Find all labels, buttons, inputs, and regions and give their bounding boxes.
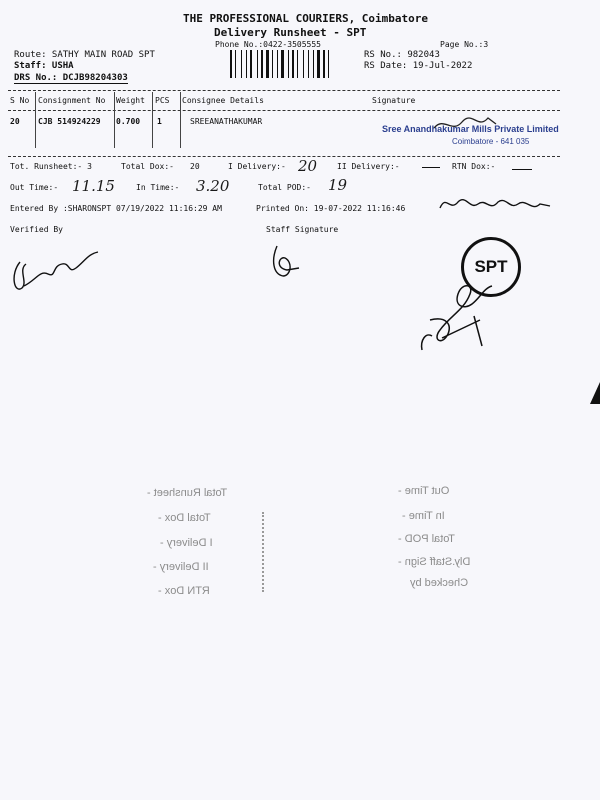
total-dox-value: 20 (190, 162, 200, 171)
company-stamp-city: Coimbatore - 641 035 (452, 137, 530, 146)
verified-by-label: Verified By (10, 225, 63, 234)
reverse-i-delivery: I Delivery - (160, 537, 213, 549)
reverse-out-time: Out Time - (398, 485, 450, 497)
barcode (230, 50, 348, 78)
table-bottom-rule (8, 156, 560, 157)
document-title: Delivery Runsheet - SPT (214, 26, 367, 39)
rtn-dox-dash (512, 169, 532, 170)
drs-number: DRS No.: DCJB98204303 (14, 73, 128, 83)
col-weight: Weight (116, 96, 145, 105)
ii-delivery-label: II Delivery:- (337, 162, 400, 171)
reverse-ii-delivery: II Delivery - (153, 561, 209, 573)
entered-by: Entered By :SHARONSPT 07/19/2022 11:16:29 AM (10, 204, 222, 213)
reverse-in-time: In Time - (402, 510, 445, 522)
staff-signature (265, 240, 305, 282)
margin-mark (590, 382, 600, 404)
reverse-stamp-divider (262, 512, 264, 592)
reverse-total-pod: Total POD - (398, 533, 455, 545)
row-pcs: 1 (157, 117, 162, 126)
verified-signature (6, 240, 106, 302)
row-consignment: CJB 514924229 (38, 117, 101, 126)
rtn-dox-label: RTN Dox:- (452, 162, 496, 171)
col-divider (35, 92, 36, 148)
spt-stamp-badge: SPT (461, 237, 521, 297)
reverse-total-dox: Total Dox - (158, 512, 211, 524)
phone-number: Phone No.:0422-3505555 (215, 40, 321, 49)
row-weight: 0.700 (116, 117, 141, 126)
reverse-staff-sign: Dly.Staff Sign - (398, 556, 471, 568)
col-divider (152, 92, 153, 148)
col-signature: Signature (372, 96, 416, 105)
row-sno: 20 (10, 117, 20, 126)
row-consignee: SREEANATHAKUMAR (190, 117, 263, 126)
page-number: Page No.:3 (440, 40, 489, 49)
col-consignment: Consignment No (38, 96, 106, 105)
out-time-label: Out Time:- (10, 183, 59, 192)
reverse-total-runsheet: Total Runsheet - (147, 487, 228, 499)
total-pod-handwritten: 19 (328, 176, 348, 194)
total-dox-label: Total Dox:- (121, 162, 174, 171)
staff-name: Staff: USHA (14, 61, 74, 71)
reverse-checked-by: Checked by (410, 577, 469, 589)
col-divider (114, 92, 115, 148)
receiver-signature (412, 276, 508, 360)
route: Route: SATHY MAIN ROAD SPT (14, 50, 155, 60)
col-consignee: Consignee Details (182, 96, 264, 105)
company-title: THE PROFESSIONAL COURIERS, Coimbatore (183, 12, 429, 25)
total-pod-label: Total POD:- (258, 183, 311, 192)
i-delivery-handwritten: 20 (298, 157, 318, 175)
col-divider (180, 92, 181, 148)
tot-runsheet: Tot. Runsheet:- 3 (10, 162, 92, 171)
handwritten-tamil-note (436, 190, 556, 218)
staff-signature-label: Staff Signature (266, 225, 339, 234)
printed-on: Printed On: 19-07-2022 11:16:46 (256, 204, 406, 213)
in-time-handwritten: 3.20 (196, 177, 230, 195)
rs-number: RS No.: 982043 (364, 50, 440, 60)
table-header-rule (8, 110, 560, 111)
i-delivery-label: I Delivery:- (228, 162, 286, 171)
table-top-rule (8, 90, 560, 91)
reverse-rtn-dox: RTN Dox - (158, 585, 210, 597)
company-stamp-name: Sree Anandhakumar Mills Private Limited (382, 124, 559, 134)
ii-delivery-dash (422, 167, 440, 168)
rs-date: RS Date: 19-Jul-2022 (364, 61, 473, 71)
out-time-handwritten: 11.15 (72, 177, 115, 195)
col-sno: S No (10, 96, 30, 105)
row-signature-scribble (430, 112, 500, 138)
in-time-label: In Time:- (136, 183, 180, 192)
col-pcs: PCS (155, 96, 170, 105)
